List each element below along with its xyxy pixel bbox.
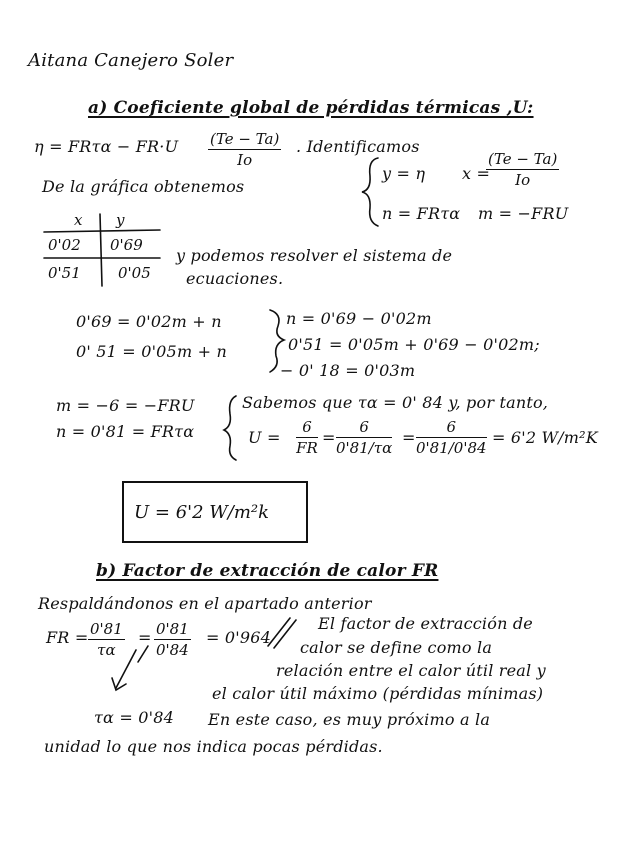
u-fraction-1-denominator: FR [296, 439, 318, 457]
efficiency-equation-left: η = FRτα − FR·U [34, 137, 179, 156]
table-header-x: x [74, 211, 83, 229]
system-equation-1: 0'69 = 0'02m + n [76, 312, 222, 331]
system-text-2: ecuaciones. [186, 269, 284, 288]
u-fraction-2-numerator: 6 [336, 418, 392, 438]
system-text-1: y podemos resolver el sistema de [176, 246, 453, 265]
identify-y: y = η [382, 164, 426, 183]
table-header-y: y [116, 211, 125, 229]
fr-fraction-slash [138, 646, 148, 662]
boxed-answer-text: U = 6'2 W/m²k [134, 502, 270, 523]
identify-m: m = −FRU [478, 204, 569, 223]
part-b-heading: b) Factor de extracción de calor FR [96, 561, 439, 581]
fr-result: = 0'964 [206, 628, 272, 647]
table-cell-y-1: 0'69 [110, 236, 143, 254]
u-fraction-3-denominator: 0'81/0'84 [416, 439, 487, 457]
u-result: = 6'2 W/m²K [492, 428, 598, 447]
system-brace [270, 310, 284, 372]
result-n: n = 0'81 = FRτα [56, 422, 195, 441]
efficiency-fraction-numerator: (Te − Ta) [210, 130, 280, 148]
note-line-6: unidad lo que nos indica pocas pérdidas. [44, 737, 383, 756]
part-a-heading: a) Coeficiente global de pérdidas térmicas ,U: [88, 98, 534, 118]
note-line-4: el calor útil máximo (pérdidas mínimas) [212, 684, 544, 703]
fr-fraction-2-denominator: 0'84 [156, 641, 189, 659]
table-header-rule [44, 230, 160, 232]
u-fraction-3-numerator: 6 [416, 418, 487, 438]
u-fraction-2-denominator: 0'81/τα [336, 439, 393, 457]
system-equation-2: 0' 51 = 0'05m + n [76, 342, 227, 361]
identify-n: n = FRτα [382, 204, 461, 223]
author-name: Aitana Canejero Soler [28, 50, 234, 71]
solution-step-1: n = 0'69 − 0'02m [286, 309, 432, 328]
fr-equals: = [138, 628, 152, 647]
tau-arrow [116, 650, 136, 688]
identify-x-denominator: Io [515, 171, 531, 189]
table-cell-x-1: 0'02 [48, 236, 81, 254]
identify-text: . Identificamos [296, 137, 420, 156]
table-cell-y-2: 0'05 [118, 264, 151, 282]
fr-fraction-2-numerator: 0'81 [156, 620, 189, 638]
identify-brace [362, 158, 378, 226]
identify-x-label: x = [462, 164, 491, 183]
results-brace [224, 396, 236, 460]
solution-step-2: 0'51 = 0'05m + 0'69 − 0'02m; [288, 335, 540, 354]
u-fraction-1-numerator: 6 [296, 418, 318, 438]
part-b-intro: Respaldándonos en el apartado anterior [38, 594, 372, 613]
efficiency-fraction-denominator: Io [237, 151, 253, 169]
fr-fraction-1-numerator: 0'81 [90, 620, 123, 638]
note-line-1: El factor de extracción de [318, 614, 533, 633]
u-label: U = [248, 428, 281, 447]
note-line-3: relación entre el calor útil real y [276, 661, 546, 680]
table-cell-x-2: 0'51 [48, 264, 81, 282]
u-equals-1: = [322, 428, 336, 447]
fr-fraction-1-denominator: τα [97, 641, 116, 659]
identify-x-numerator: (Te − Ta) [488, 150, 558, 168]
note-line-2: calor se define como la [300, 638, 493, 657]
graph-text: De la gráfica obtenemos [42, 177, 245, 196]
result-m: m = −6 = −FRU [56, 396, 195, 415]
known-tau-text: Sabemos que τα = 0' 84 y, por tanto, [242, 393, 549, 412]
table-column-rule [100, 214, 102, 286]
fr-label: FR = [46, 628, 89, 647]
tau-value: τα = 0'84 [94, 708, 174, 727]
solution-step-3: − 0' 18 = 0'03m [280, 361, 416, 380]
u-equals-2: = [402, 428, 416, 447]
note-line-5: En este caso, es muy próximo a la [208, 710, 491, 729]
